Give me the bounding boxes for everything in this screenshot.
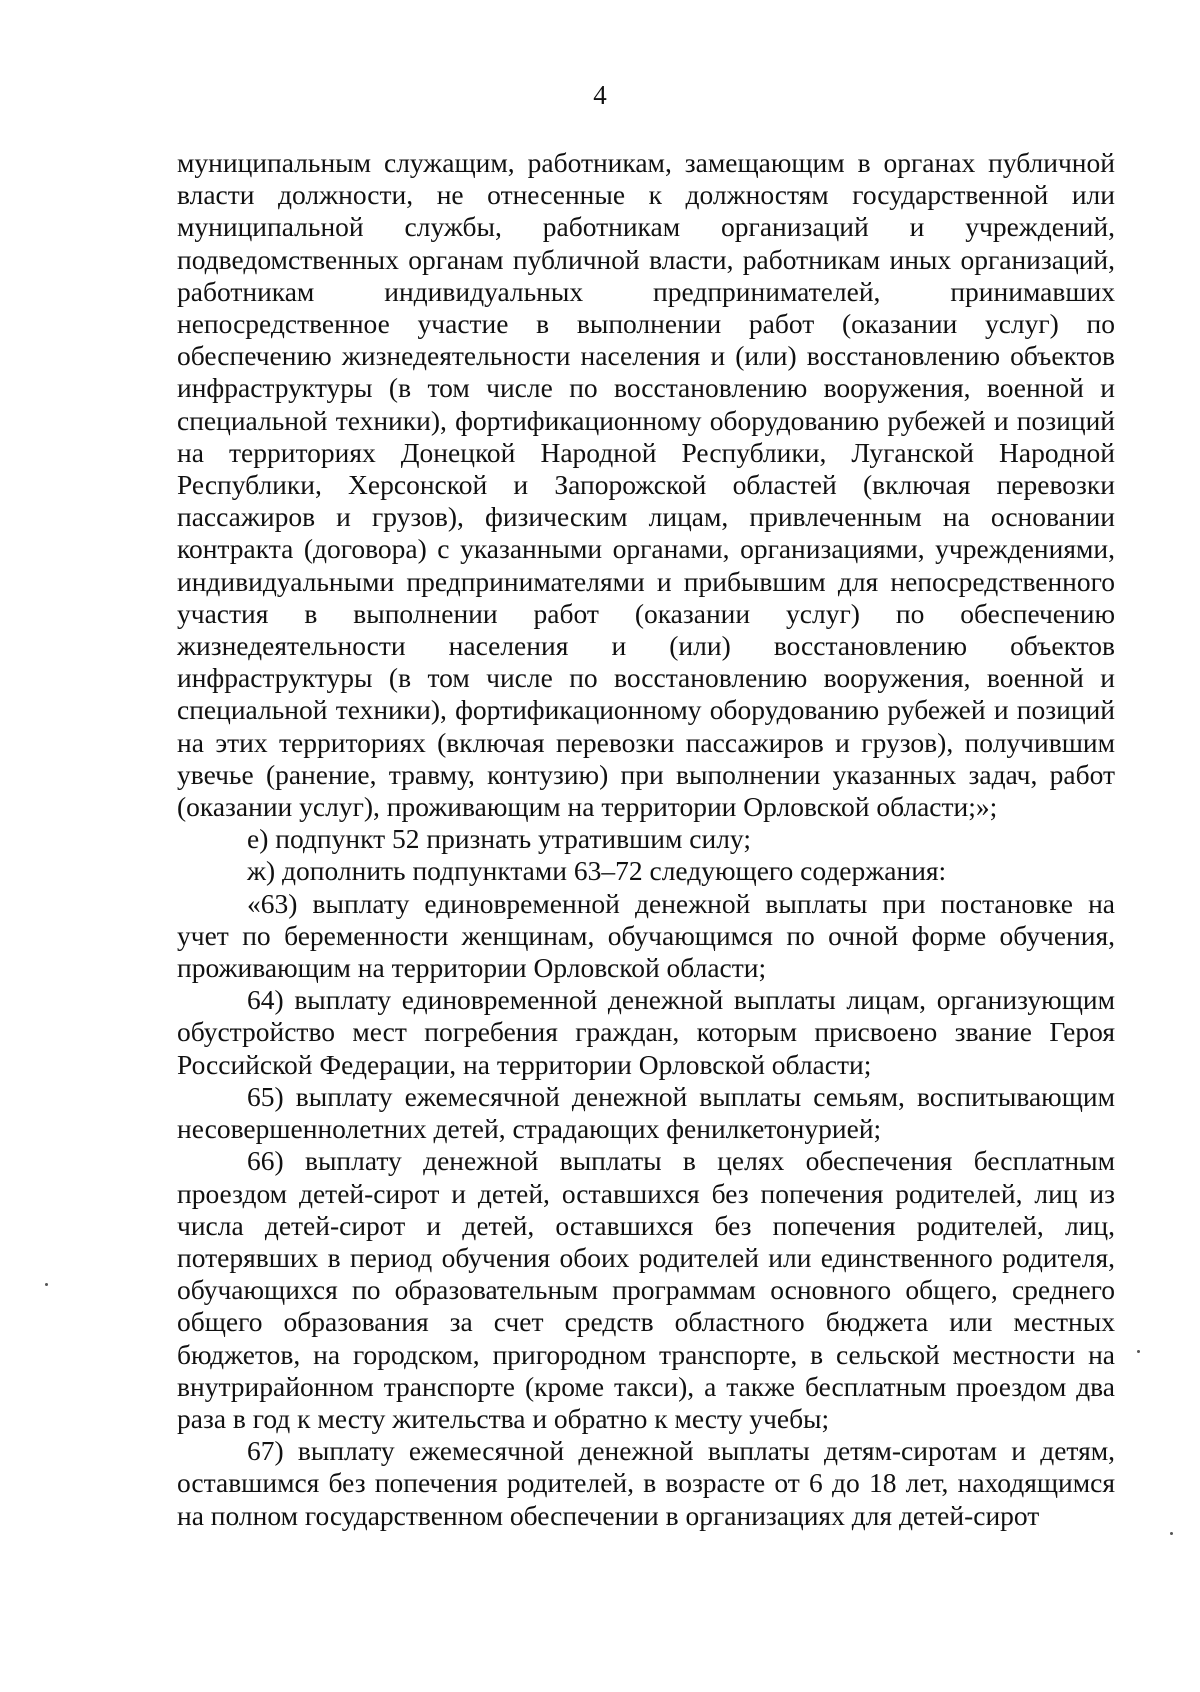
paragraph-item-67: 67) выплату ежемесячной денежной выплаты детям-сиротам и детям, оставшимся без попечения родителей, в возрасте от 6 до 18 лет, находящимся на полном государственном обеспечении в организациях для детей-сирот	[177, 1435, 1115, 1531]
paragraph-subitem-e: е) подпункт 52 признать утратившим силу;	[247, 823, 751, 855]
scan-speck	[1170, 1532, 1173, 1535]
page-number: 4	[593, 80, 607, 110]
paragraph-continuation: муниципальным служащим, работникам, замещающим в органах публичной власти должности, не отнесенные к должностям государственной или муниципальной службы, работникам организаций и учреждений, подведомственных органам публичной власти, работникам иных организаций, работникам индивидуальных предпринимателей, принимавших непосредственное участие в выполнении работ (оказании услуг) по обеспечению жизнедеятельности населения и (или) восстановлению объектов инфраструктуры (в том числе по восстановлению вооружения, военной и специальной техники), фортификационному оборудованию рубежей и позиций на территориях Донецкой Народной Республики, Луганской Народной Республики, Херсонской и Запорожской областей (включая перевозки пассажиров и грузов), физическим лицам, привлеченным на основании контракта (договора) с указанными органами, организациями, учреждениями, индивидуальными предпринимателями и прибывшим для непосредственного участия в выполнении работ (оказании услуг) по обеспечению жизнедеятельности населения и (или) восстановлению объектов инфраструктуры (в том числе по восстановлению вооружения, военной и специальной техники), фортификационному оборудованию рубежей и позиций на этих территориях (включая перевозки пассажиров и грузов), получившим увечье (ранение, травму, контузию) при выполнении указанных задач, работ (оказании услуг), проживающим на территории Орловской области;»;	[177, 147, 1115, 823]
paragraph-item-65: 65) выплату ежемесячной денежной выплаты семьям, воспитывающим несовершеннолетних детей, страдающих фенилкетонурией;	[177, 1080, 1115, 1145]
document-body	[177, 147, 1115, 1532]
scan-speck	[45, 1283, 48, 1286]
paragraph-item-66: 66) выплату денежной выплаты в целях обеспечения бесплатным проездом детей-сирот и детей, оставшихся без попечения родителей, лиц из числа детей-сирот и детей, оставшихся без попечения родителей, лиц, потерявших в период обучения обоих родителей или единственного родителя, обучающихся по образовательным программам основного общего, среднего общего образования за счет средств областного бюджета или местных бюджетов, на городском, пригородном транспорте, в сельской местности на внутрирайонном транспорте (кроме такси), а также бесплатным проездом два раза в год к месту жительства и обратно к месту учебы;	[177, 1145, 1115, 1434]
paragraph-subitem-zh: ж) дополнить подпунктами 63–72 следующего содержания:	[247, 855, 947, 887]
paragraph-item-63: «63) выплату единовременной денежной выплаты при постановке на учет по беременности женщинам, обучающимся по очной форме обучения, проживающим на территории Орловской области;	[177, 887, 1115, 984]
paragraph-item-64: 64) выплату единовременной денежной выплаты лицам, организующим обустройство мест погребения граждан, которым присвоено звание Героя Российской Федерации, на территории Орловской области;	[177, 984, 1115, 1080]
scan-speck	[1137, 1350, 1140, 1353]
